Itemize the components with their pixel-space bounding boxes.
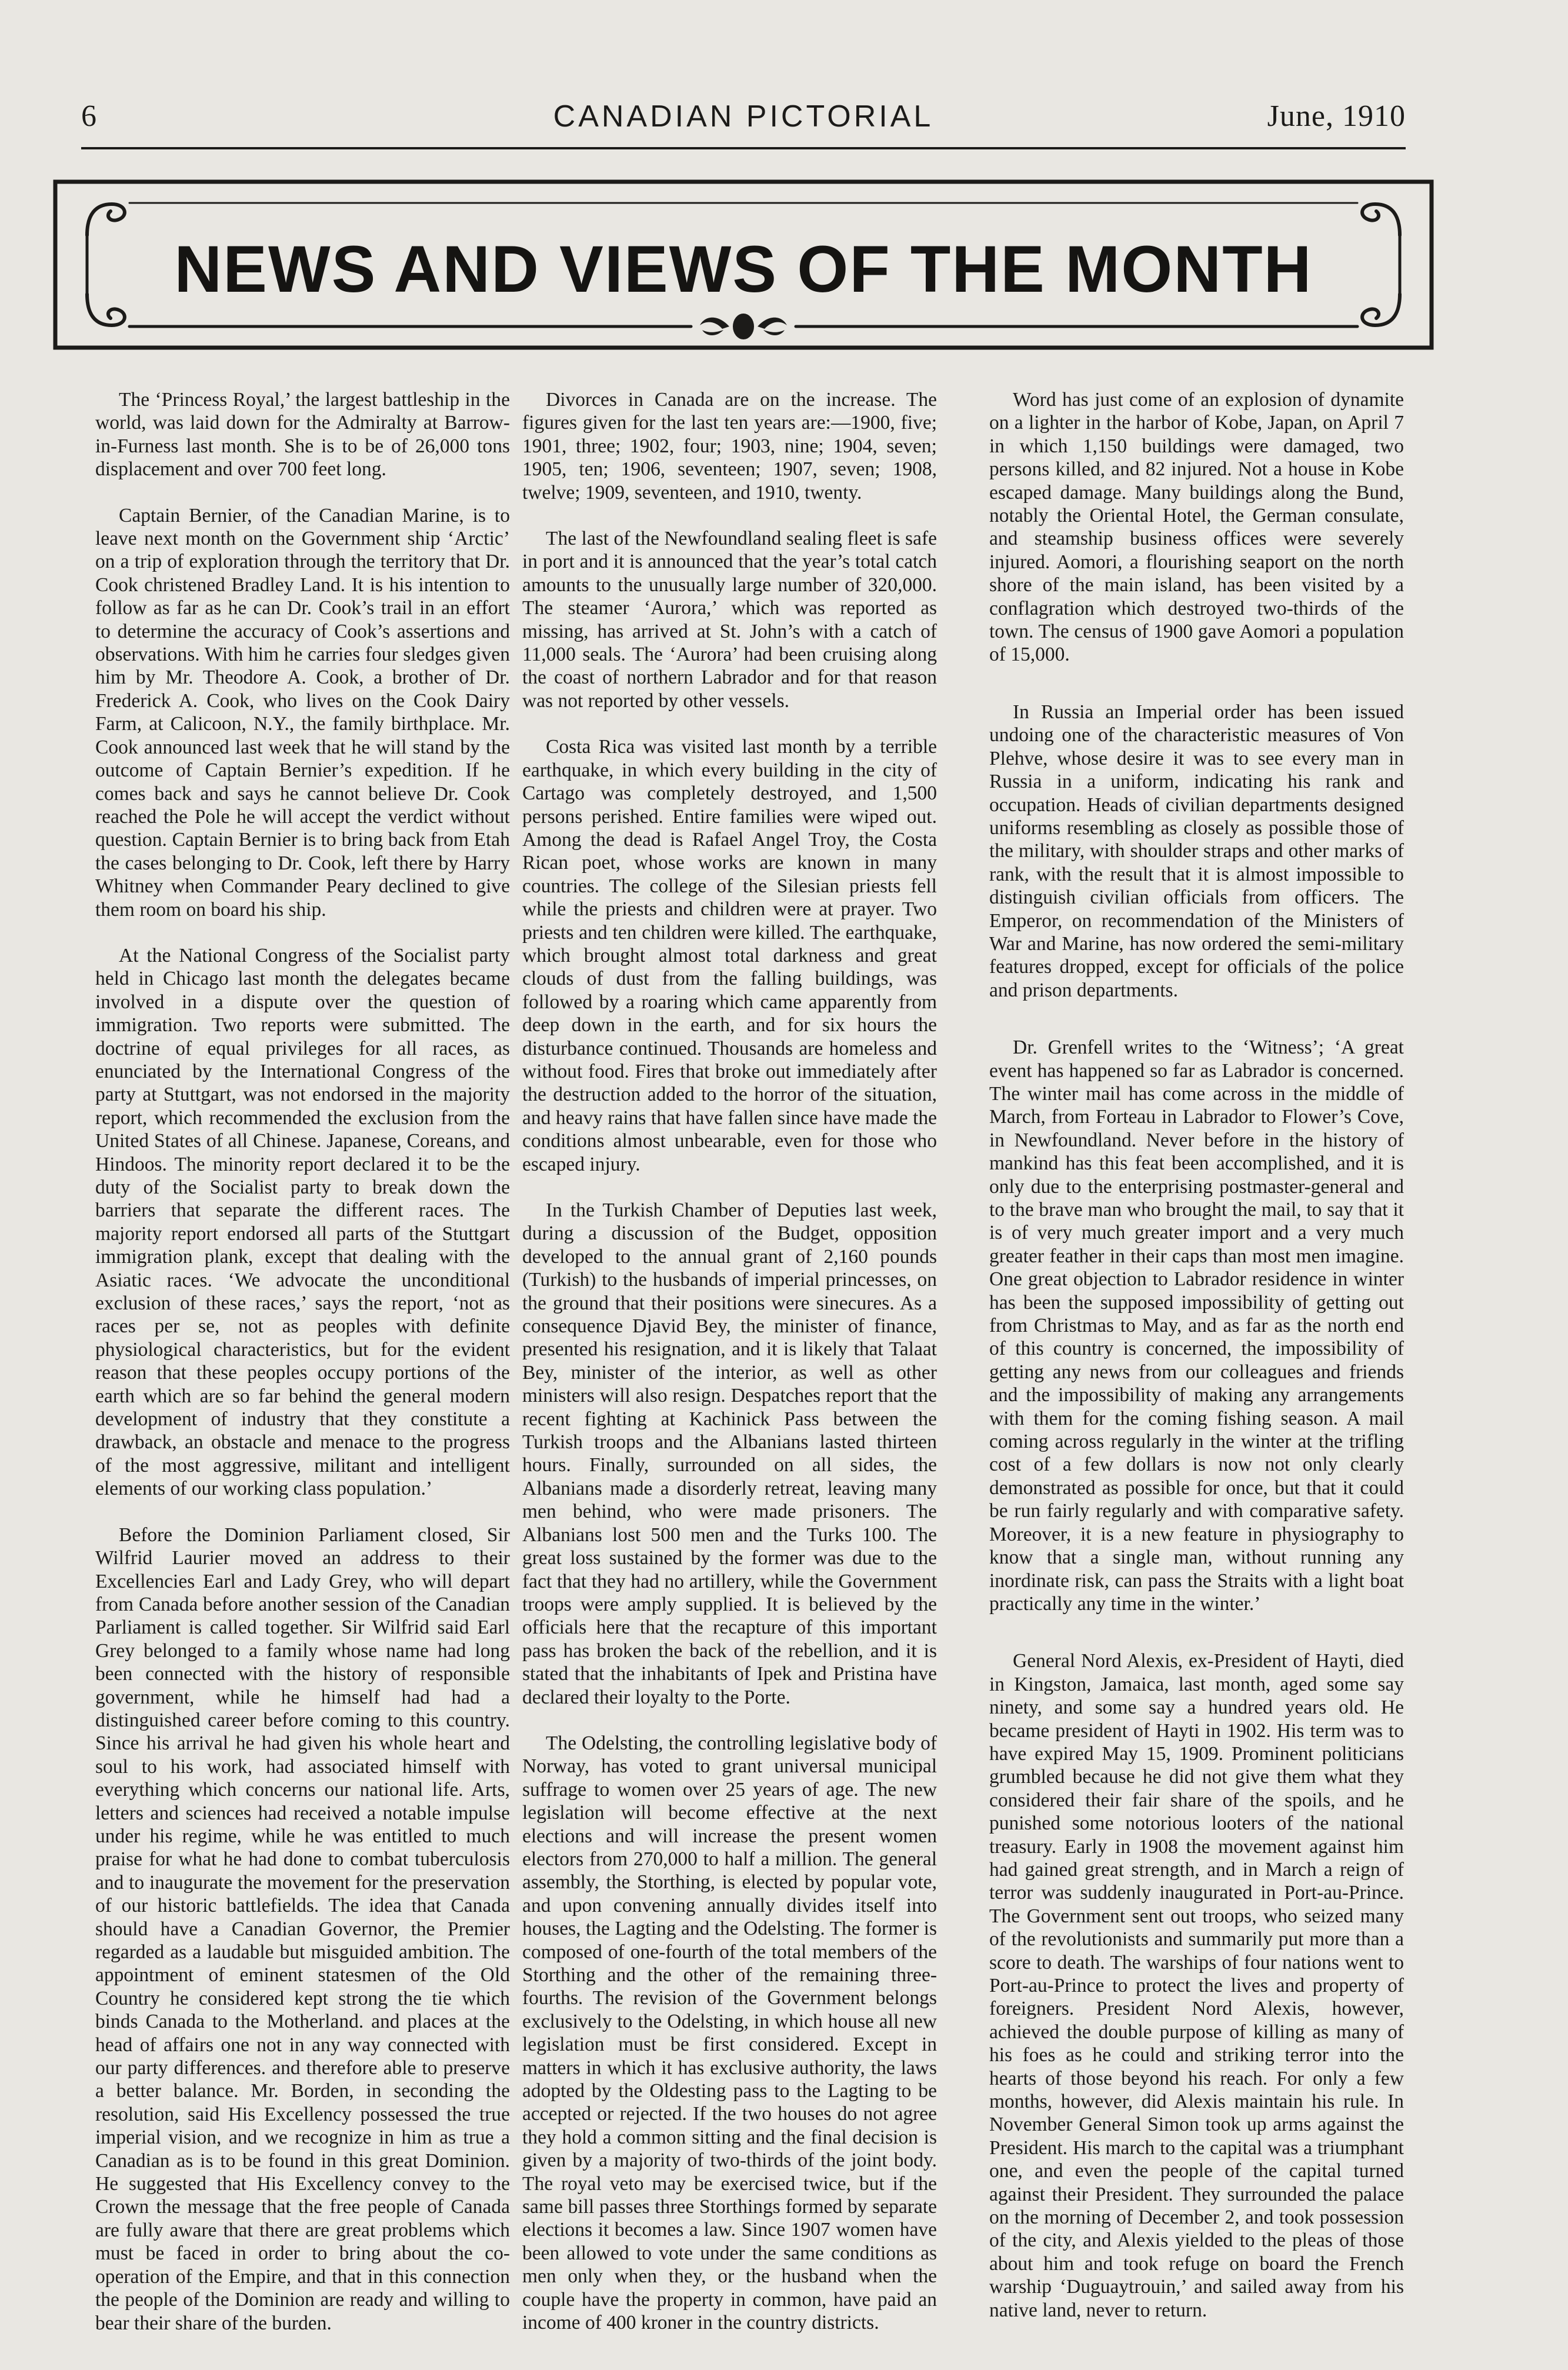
running-header [81,93,1406,140]
section-banner [53,179,1434,350]
column-3 [989,388,1404,2356]
article-paragraph: In the Turkish Chamber of Deputies last week, during a discussion of the Budget, opposition developed to the annual grant of 2,160 pounds (Turkish) to the husbands of imperial princesses, on the ground that their positions were sinecures. As a consequence Djavid Bey, the minister of finance, presented his resignation, and it is likely that Talaat Bey, minister of the interior, as well as other ministers will also resign. Despatches report that the recent fighting at Kachinick Pass between the Turkish troops and the Albanians lasted thirteen hours. Finally, surrounded on all sides, the Albanians made a disorderly retreat, leaving many men behind, who were made prisoners. The Albanians lost 500 men and the Turks 100. The great loss sustained by the former was due to the fact that they had no artillery, while the Government troops were amply supplied. It is believed by the officials here that the recapture of this important pass has broken the back of the rebellion, and it is stated that the inhabitants of Ipek and Pristina have declared their loyalty to the Porte. [522,1199,937,1708]
article-paragraph: The ‘Princess Royal,’ the largest battleship in the world, was laid down for the Admiralty at Barrow-in-Furness last month. She is to be of 26,000 tons displacement and over 700 feet long. [95,389,510,481]
article-paragraph: Word has just come of an explosion of dynamite on a lighter in the harbor of Kobe, Japan, on April 7 in which 1,150 buildings were damaged, two persons killed, and 82 injured. Not a house in Kobe escaped damage. Many buildings along the Bund, notably the Oriental Hotel, the German consulate, and steamship business offices were severely injured. Aomori, a flourishing seaport on the north shore of the main island, has been visited by a conflagration which destroyed two-thirds of the town. The census of 1900 gave Aomori a population of 15,000. [989,389,1404,666]
column-1 [95,388,510,2358]
article-paragraph: Captain Bernier, of the Canadian Marine, is to leave next month on the Government ship ‘Arctic’ on a trip of exploration through the territory that Dr. Cook christened Bradley Land. It is his intention to follow as far as he can Dr. Cook’s trail in an effort to determine the accuracy of Cook’s assertions and observations. With him he carries four sledges given him by Mr. Theodore A. Cook, a brother of Dr. Frederick A. Cook, who lives on the Cook Dairy Farm, at Calicoon, N.Y., the family birthplace. Mr. Cook announced last week that he will stand by the outcome of Captain Bernier’s expedition. If he comes back and says he cannot believe Dr. Cook reached the Pole he will accept the verdict without question. Captain Bernier is to bring back from Etah the cases belonging to Dr. Cook, left there by Harry Whitney when Commander Peary declined to give them room on board his ship. [95,504,510,921]
issue-date: June, 1910 [1267,99,1406,133]
column-2 [522,388,937,2358]
article-paragraph: Dr. Grenfell writes to the ‘Witness’; ‘A great event has happened so far as Labrador is concerned. The winter mail has come across in the middle of March, from Forteau in Labrador to Flower’s Cove, in Newfoundland. Never before in the history of mankind has this feat been accomplished, and it is only due to the enterprising postmaster-general and to the brave man who brought the mail, to say that it is of very much greater import and a very much greater feather in their caps than most men imagine. One great objection to Labrador residence in winter has been the supposed impossibility of getting out from Christmas to May, and as far as the north end of this country is concerned, the impossibility of getting any news from our colleagues and friends and the impossibility of making any arrangements with them for the coming fishing season. A mail coming across regularly in the winter at the trifling cost of a few dollars is now not only clearly demonstrated as possible for once, but that it could be run fairly regularly and with comparative safety. Moreover, it is a new feature in physiography to know that a single man, without running any inordinate risk, can pass the Straits with a light boat practically any time in the winter.’ [989,1036,1404,1615]
article-paragraph: Costa Rica was visited last month by a terrible earthquake, in which every building in the city of Cartago was completely destroyed, and 1,500 persons perished. Entire families were wiped out. Among the dead is Rafael Angel Troy, the Costa Rican poet, whose works are known in many countries. The college of the Silesian priests fell while the priests and children were at prayer. Two priests and ten children were killed. The earthquake, which brought almost total darkness and great clouds of dust from the falling buildings, was followed by a roaring which came apparently from deep down in the earth, and for six hours the disturbance continued. Thousands are homeless and without food. Fires that broke out immediately after the destruction added to the horror of the situation, and heavy rains that have fallen since have made the conditions almost unbearable, even for those who escaped injury. [522,736,937,1175]
article-paragraph: Before the Dominion Parliament closed, Sir Wilfrid Laurier moved an address to their Excellencies Earl and Lady Grey, who will depart from Canada before another session of the Canadian Parliament is called together. Sir Wilfrid said Earl Grey belonged to a family whose name had long been connected with the history of responsible government, while he himself had had a distinguished career before coming to this country. Since his arrival he had given his whole heart and soul to his work, had associated himself with everything which concerns our national life. Arts, letters and sciences had received a notable impulse under his regime, while he was entitled to much praise for what he had done to combat tuberculosis and to inaugurate the movement for the preservation of our historic battlefields. The idea that Canada should have a Canadian Governor, the Premier regarded as a laudable but misguided ambition. The appointment of eminent statesmen of the Old Country he considered kept strong the tie which binds Canada to the Motherland. and places at the head of affairs one not in any way connected with our party differences. and therefore able to preserve a better balance. Mr. Borden, in seconding the resolution, said His Excellency possessed the true imperial vision, and we recognize in him as true a Canadian as is to be found in this great Dominion. He suggested that His Excellency convey to the Crown the message that the free people of Canada are fully aware that there are great problems which must be faced in order to bring about the co-operation of the Empire, and that in this connection the people of the Dominion are ready and willing to bear their share of the burden. [95,1524,510,2334]
article-paragraph: In Russia an Imperial order has been issued undoing one of the characteristic measures of Von Plehve, whose desire it was to see every man in Russia in a uniform, indicating his rank and occupation. Heads of civilian departments designed uniforms resembling as closely as possible those of the military, with shoulder straps and other marks of rank, with the result that it is almost impossible to distinguish civilian officials from officers. The Emperor, on recommendation of the Ministers of War and Marine, has now ordered the semi-military features dropped, except for officials of the police and prison departments. [989,701,1404,1001]
page-number: 6 [81,99,97,133]
article-paragraph: Divorces in Canada are on the increase. The figures given for the last ten years are:—1900, five; 1901, three; 1902, four; 1903, nine; 1904, seven; 1905, ten; 1906, seventeen; 1907, seven; 1908, twelve; 1909, seventeen, and 1910, twenty. [522,389,937,504]
banner-title: NEWS AND VIEWS OF THE MONTH [174,232,1313,306]
publication-name: CANADIAN PICTORIAL [553,99,934,134]
header-rule [81,147,1406,149]
article-paragraph: The last of the Newfoundland sealing fleet is safe in port and it is announced that the year’s total catch amounts to the unusually large number of 320,000. The steamer ‘Aurora,’ which was reported as missing, has arrived at St. John’s with a catch of 11,000 seals. The ‘Aurora’ had been cruising along the coast of northern Labrador and for that reason was not reported by other vessels. [522,528,937,712]
article-paragraph: At the National Congress of the Socialist party held in Chicago last month the delegates became involved in a dispute over the question of immigration. Two reports were submitted. The doctrine of equal privileges for all races, as enunciated by the International Congress of the party at Stuttgart, was not endorsed in the majority report, which recommended the exclusion from the United States of all Chinese. Japanese, Coreans, and Hindoos. The minority report declared it to be the duty of the Socialist party to break down the barriers that separate the different races. The majority report endorsed all parts of the Stuttgart immigration plank, except that dealing with the Asiatic races. ‘We advocate the unconditional exclusion of these races,’ says the report, ‘not as races per se, not as peoples with definite physiological characteristics, but for the evident reason that these peoples occupy portions of the earth which are so far behind the general modern development of industry that they constitute a drawback, an obstacle and menace to the progress of the most aggressive, militant and intelligent elements of our working class population.’ [95,944,510,1500]
article-paragraph: General Nord Alexis, ex-President of Hayti, died in Kingston, Jamaica, last month, aged some say ninety, and some say a hundred years old. He became president of Hayti in 1902. His term was to have expired May 15, 1909. Prominent politicians grumbled because he did not give them what they considered their fair share of the spoils, and he punished some notorious looters of the national treasury. Early in 1908 the movement against him had gained great strength, and in March a reign of terror was suddenly inaugurated in Port-au-Prince. The Government sent out troops, who seized many of the revolutionists and summarily put more than a score to death. The warships of four nations went to Port-au-Prince to protect the lives and property of foreigners. President Nord Alexis, however, achieved the double purpose of killing as many of his foes as he could and striking terror into the hearts of those beyond his reach. For only a few months, however, did Alexis maintain his rule. In November General Simon took up arms against the President. His march to the capital was a triumphant one, and even the people of the capital turned against their President. They surrounded the palace on the morning of December 2, and took possession of the city, and Alexis yielded to the pleas of those about him and took refuge on board the French warship ‘Duguaytrouin,’ and sailed away from his native land, never to return. [989,1650,1404,2321]
article-paragraph: The Odelsting, the controlling legislative body of Norway, has voted to grant universal municipal suffrage to women over 25 years of age. The new legislation will become effective at the next elections and will increase the present women electors from 270,000 to half a million. The general assembly, the Storthing, is elected by popular vote, and upon convening annually divides itself into houses, the Lagting and the Odelsting. The former is composed of one-fourth of the total members of the Storthing and the other of the remaining three-fourths. The revision of the Government belongs exclusively to the Odelsting, in which house all new legislation must be first considered. Except in matters in which it has exclusive authority, the laws adopted by the Oldesting pass to the Lagting to be accepted or rejected. If the two houses do not agree they hold a common sitting and the final decision is given by a majority of two-thirds of the joint body. The royal veto may be exercised twice, but if the same bill passes three Storthings formed by separate elections it becomes a law. Since 1907 women have been allowed to vote under the same conditions as men only when they, or the husband when the couple have the property in common, have paid an income of 400 kroner in the country districts. [522,1732,937,2334]
